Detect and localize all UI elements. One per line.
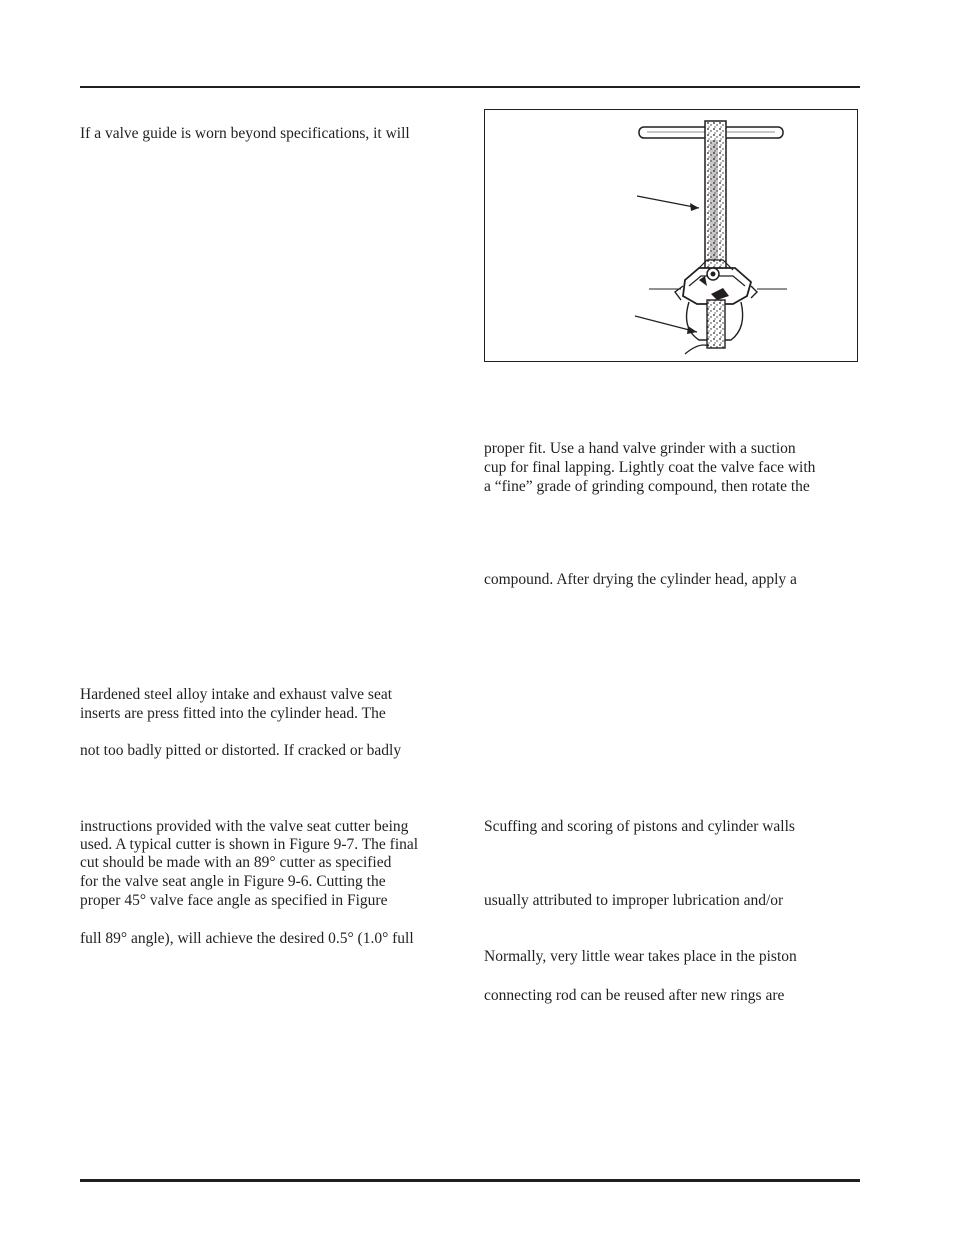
lapping-text-line: proper fit. Use a hand valve grinder with a suction [484, 440, 796, 457]
valve-guide-text-line: If a valve guide is worn beyond specifications, it will [80, 125, 410, 142]
piston-text-line: Normally, very little wear takes place in the piston [484, 948, 797, 965]
piston-text-line: connecting rod can be reused after new rings are [484, 987, 785, 1004]
footer-rule [80, 1179, 860, 1182]
cutter-text-line: instructions provided with the valve seat cutter being [80, 818, 409, 835]
cutter-text-line: cut should be made with an 89° cutter as specified [80, 854, 392, 871]
valve-seat-text-line: inserts are press fitted into the cylinder head. The [80, 705, 386, 722]
cutter-text-line: for the valve seat angle in Figure 9-6. Cutting the [80, 873, 386, 890]
valve-seat-cutter-illustration [485, 110, 859, 363]
lapping-text-line: cup for final lapping. Lightly coat the valve face with [484, 459, 816, 476]
piston-text-line: usually attributed to improper lubrication and/or [484, 892, 784, 909]
cutter-text-line: proper 45° valve face angle as specified in Figure [80, 892, 388, 909]
cutter-text-line: used. A typical cutter is shown in Figure 9-7. The final [80, 836, 419, 853]
header-rule [80, 86, 860, 88]
valve-seat-text-line: not too badly pitted or distorted. If cracked or badly [80, 742, 402, 759]
valve-seat-cutter-figure [484, 109, 858, 362]
lapping-text-line: a “fine” grade of grinding compound, then rotate the [484, 478, 810, 495]
valve-seat-text-line: Hardened steel alloy intake and exhaust valve seat [80, 686, 393, 703]
lapping-text-line: compound. After drying the cylinder head, apply a [484, 571, 797, 588]
piston-text-line: Scuffing and scoring of pistons and cylinder walls [484, 818, 795, 835]
cutter-text-line: full 89° angle), will achieve the desired 0.5° (1.0° full [80, 930, 414, 947]
